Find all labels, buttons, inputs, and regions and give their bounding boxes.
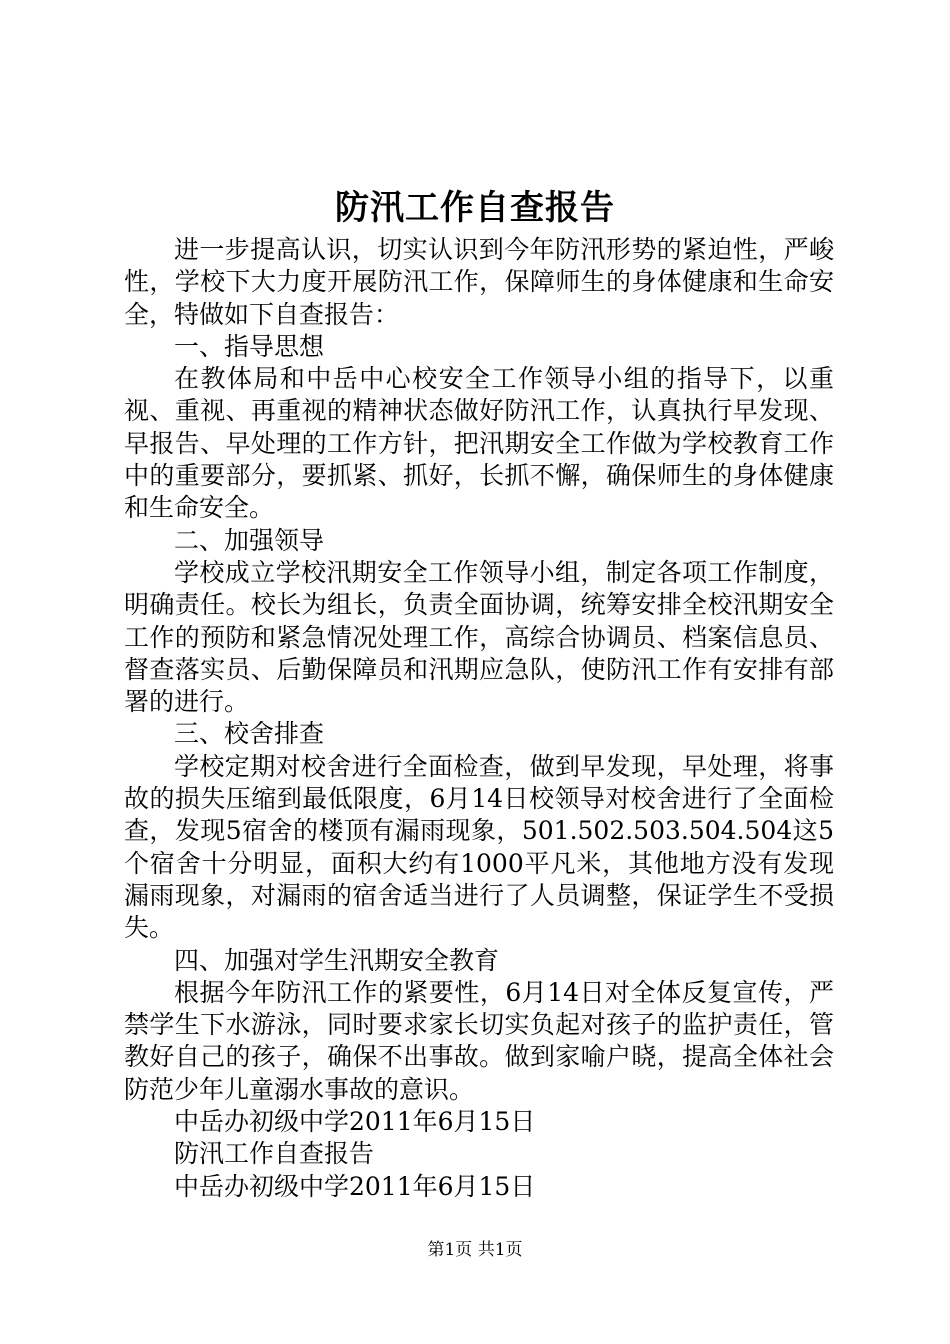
section-heading-building-inspection: 三、校舍排查: [174, 719, 325, 749]
signature-line: 中岳办初级中学2011年6月15日: [174, 1107, 536, 1137]
document-body: [124, 234, 834, 1203]
building-inspection-paragraph: 学校定期对校舍进行全面检查，做到早发现，早处理，将事故的损失压缩到最低限度，6月14日校领导对校舍进行了全面检查，发现5宿舍的楼顶有漏雨现象，501.502.503.504.504这5个宿舍十分明显，面积大约有1000平凡米，其他地方没有发现漏雨现象，对漏雨的宿舍适当进行了人员调整，保证学生不受损失。: [124, 751, 834, 943]
section-heading-safety-education: 四、加强对学生汛期安全教育: [174, 945, 500, 975]
guiding-ideas-paragraph: 在教体局和中岳中心校安全工作领导小组的指导下，以重视、重视、再重视的精神状态做好防汛工作，认真执行早发现、早报告、早处理的工作方针，把汛期安全工作做为学校教育工作中的重要部分，要抓紧、抓好，长抓不懈，确保师生的身体健康和生命安全。: [124, 364, 834, 523]
repeated-title-line: 防汛工作自查报告: [174, 1139, 375, 1169]
leadership-paragraph: 学校成立学校汛期安全工作领导小组，制定各项工作制度，明确责任。校长为组长，负责全面协调，统筹安排全校汛期安全工作的预防和紧急情况处理工作，高综合协调员、档案信息员、督查落实员、后勤保障员和汛期应急队，使防汛工作有安排有部署的进行。: [124, 557, 834, 717]
section-heading-leadership: 二、加强领导: [174, 525, 325, 555]
page-number-footer: 第1页 共1页: [427, 1240, 523, 1260]
safety-education-paragraph: 根据今年防汛工作的紧要性，6月14日对全体反复宣传，严禁学生下水游泳，同时要求家长切实负起对孩子的监护责任，管教好自己的孩子，确保不出事故。做到家喻户晓，提高全体社会防范少年儿童溺水事故的意识。: [124, 977, 834, 1104]
section-heading-guiding-ideas: 一、指导思想: [174, 331, 325, 361]
intro-paragraph: 进一步提高认识，切实认识到今年防汛形势的紧迫性，严峻性，学校下大力度开展防汛工作，保障师生的身体健康和生命安全，特做如下自查报告：: [124, 235, 834, 329]
signature-line-repeat: 中岳办初级中学2011年6月15日: [174, 1171, 536, 1201]
document-title: 防汛工作自查报告: [335, 188, 615, 228]
